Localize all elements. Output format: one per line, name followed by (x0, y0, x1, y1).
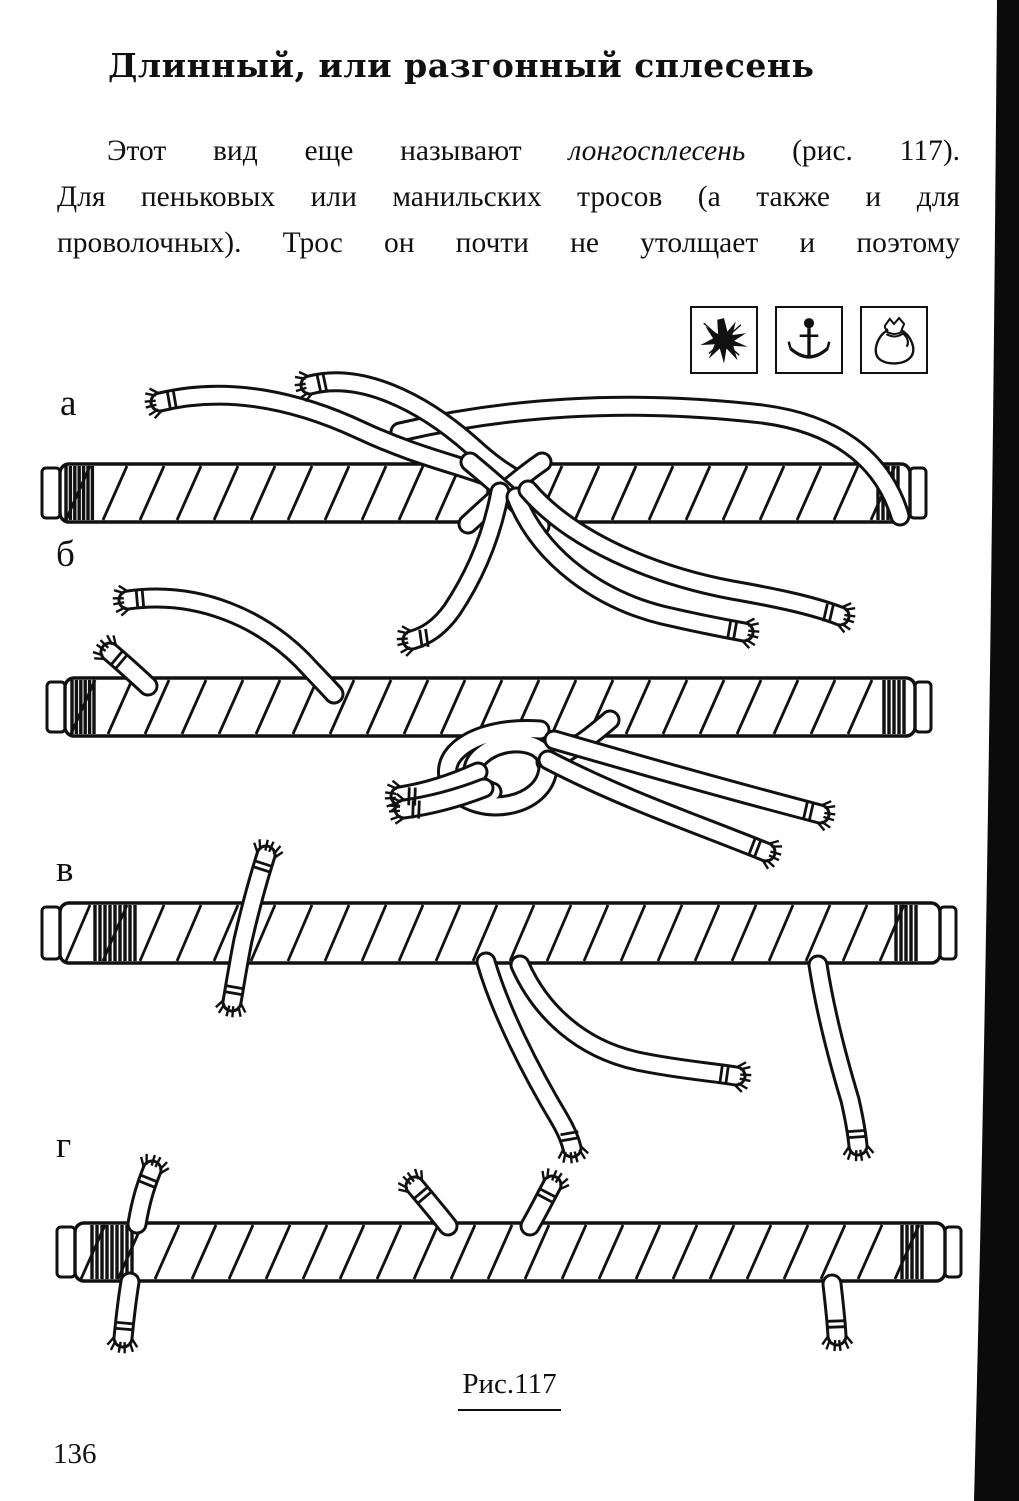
line1-text-a: Этот вид еще называют (107, 135, 522, 167)
line1-text-b: (рис. 117). (792, 135, 961, 167)
line1-italic-term: лонгосплесень (568, 135, 746, 167)
figure-label-g: г (56, 1125, 72, 1166)
page-number: 136 (53, 1438, 97, 1470)
figure-label-v: в (56, 849, 74, 890)
figure-label-a: а (60, 383, 77, 424)
paragraph-line-3: проволочных). Трос он почти не утолщает и поэтому (57, 227, 960, 259)
figure-caption (0, 1368, 1019, 1411)
figure-caption-text: Рис.117 (458, 1368, 560, 1411)
figure-label-b: б (56, 534, 75, 575)
paragraph-line-2: Для пеньковых или манильских тросов (а также и для (57, 181, 960, 213)
section-heading: Длинный, или разгонный сплесень (108, 46, 815, 85)
